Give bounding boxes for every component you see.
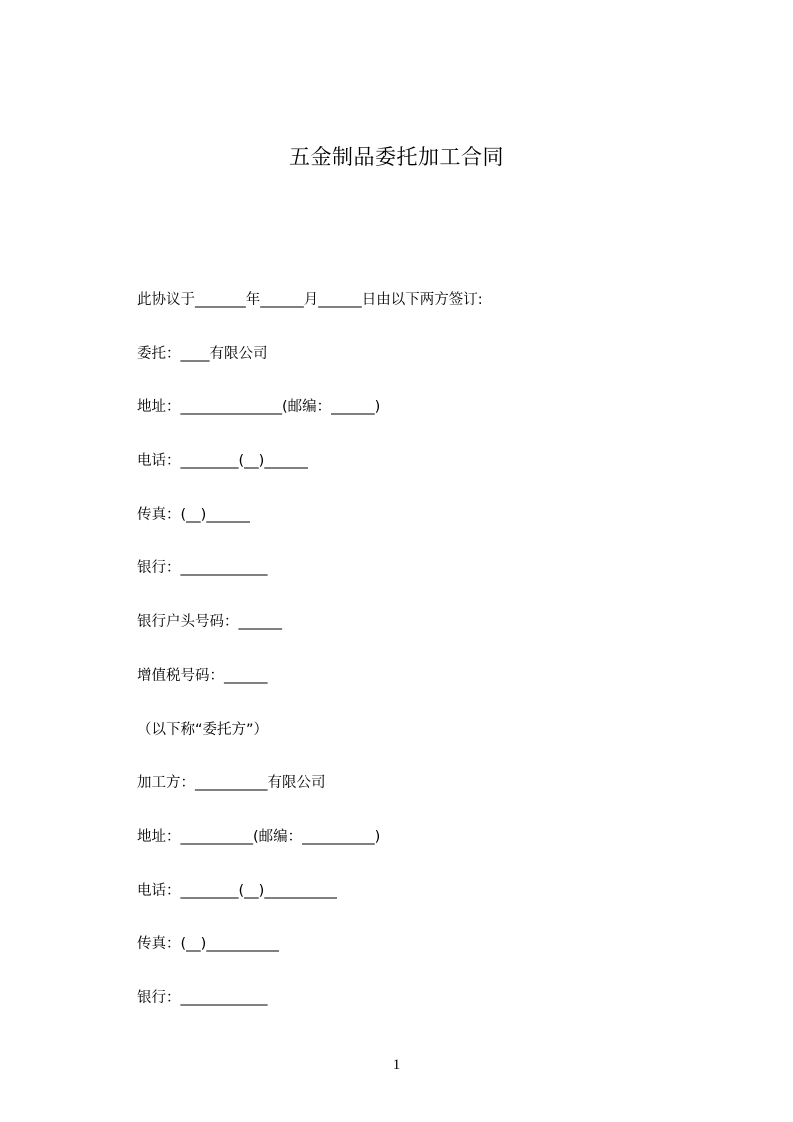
page-number: 1 (392, 1057, 401, 1073)
client-fax-line: 传真：(__)______ (137, 506, 250, 523)
client-company-line: 委托：____有限公司 (137, 345, 268, 362)
processor-address-line: 地址：__________(邮编：__________) (137, 828, 381, 845)
client-account-line: 银行户头号码：______ (137, 614, 282, 631)
processor-company-line: 加工方：__________有限公司 (137, 775, 326, 792)
client-bank-line: 银行：____________ (137, 560, 268, 577)
client-phone-line: 电话：________(__)______ (137, 453, 308, 470)
client-designation-line: （以下称“委托方”） (137, 721, 269, 738)
processor-bank-line: 银行：____________ (137, 989, 268, 1006)
client-vat-line: 增值税号码：______ (137, 667, 268, 684)
processor-phone-line: 电话：________(__)__________ (137, 882, 337, 899)
client-address-line: 地址：______________(邮编：______) (137, 399, 381, 416)
processor-fax-line: 传真：(__)__________ (137, 936, 279, 953)
agreement-date-line: 此协议于_______年______月______日由以下两方签订: (137, 292, 483, 308)
document-title: 五金制品委托加工合同 (289, 145, 504, 169)
contract-party-details (137, 288, 737, 1040)
